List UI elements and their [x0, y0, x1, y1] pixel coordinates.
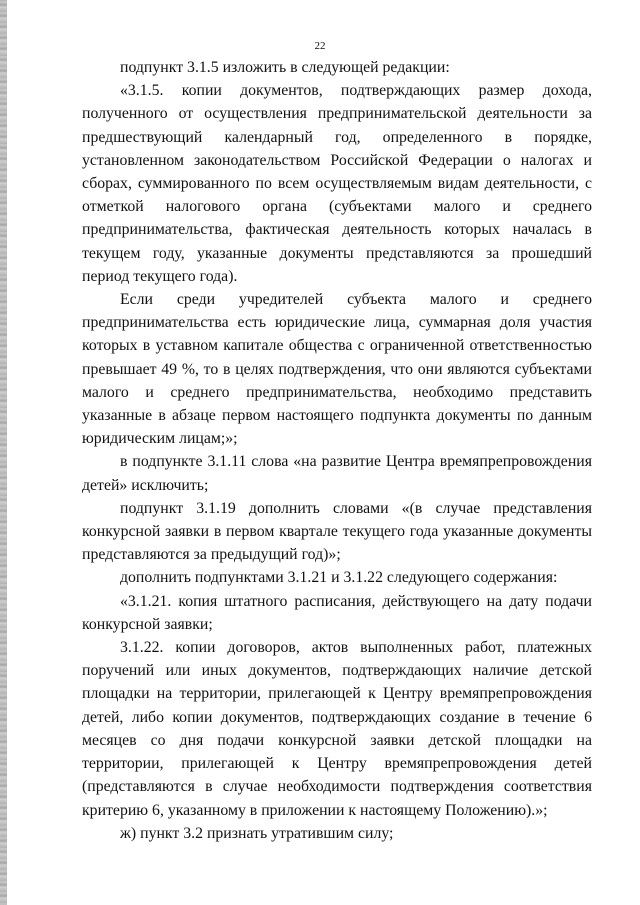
- paragraph-subpoint-3-1-5-intro: подпункт 3.1.5 изложить в следующей редакции:: [120, 59, 450, 76]
- paragraph-subpoint-3-1-5-text: «3.1.5. копии документов, подтверждающих размер дохода, полученного от осуществления предпринимательской деятельности за предшествующий календарный год, определенного в порядке, установленном законодательством Российской Федерации о налогах и сборах, суммированного по всем осуществляемым видам деятельности, с отметкой налогового органа (субъектами малого и среднего предпринимательства, фактическая деятельность которых началась в текущем году, указанные документы представляются за прошедший период текущего года).: [82, 82, 592, 285]
- document-body: [82, 56, 592, 845]
- paragraph-founders-legal-entities: Если среди учредителей субъекта малого и среднего предпринимательства есть юридические лица, суммарная доля участия которых в уставном капитале общества с ограниченной ответственностью превышает 49 %, то в целях подтверждения, что они являются субъектами малого и среднего предпринимательства, необходимо представить указанные в абзаце первом настоящего подпункта документы по данным юридическим лицам;»;: [82, 291, 592, 448]
- paragraph-subpoint-3-1-11: в подпункте 3.1.11 слова «на развитие Центра времяпрепровождения детей» исключить;: [82, 453, 592, 494]
- paragraph-point-3-2: ж) пункт 3.2 признать утратившим силу;: [120, 824, 394, 842]
- page-number: 22: [314, 40, 326, 52]
- paragraph-subpoint-3-1-21: «3.1.21. копия штатного расписания, действующего на дату подачи конкурсной заявки;: [82, 592, 592, 633]
- paragraph-subpoint-3-1-19: подпункт 3.1.19 дополнить словами «(в случае представления конкурсной заявки в первом квартале текущего года указанные документы представляются за предыдущий год)»;: [82, 499, 592, 564]
- paragraph-subpoint-3-1-22: 3.1.22. копии договоров, актов выполненных работ, платежных поручений или иных документов, подтверждающих наличие детской площадки на территории, прилегающей к Центру времяпрепровождения детей, либо копии документов, подтверждающих создание в течение 6 месяцев со дня подачи конкурсной заявки детской площадки на территории, прилегающей к Центру времяпрепровождения детей (представляются в случае необходимости подтверждения соответствия критерию 6, указанному в приложении к настоящему Положению).»;: [82, 639, 592, 819]
- scan-edge-decoration: [0, 0, 7, 905]
- paragraph-add-subpoints: дополнить подпунктами 3.1.21 и 3.1.22 следующего содержания:: [120, 569, 558, 587]
